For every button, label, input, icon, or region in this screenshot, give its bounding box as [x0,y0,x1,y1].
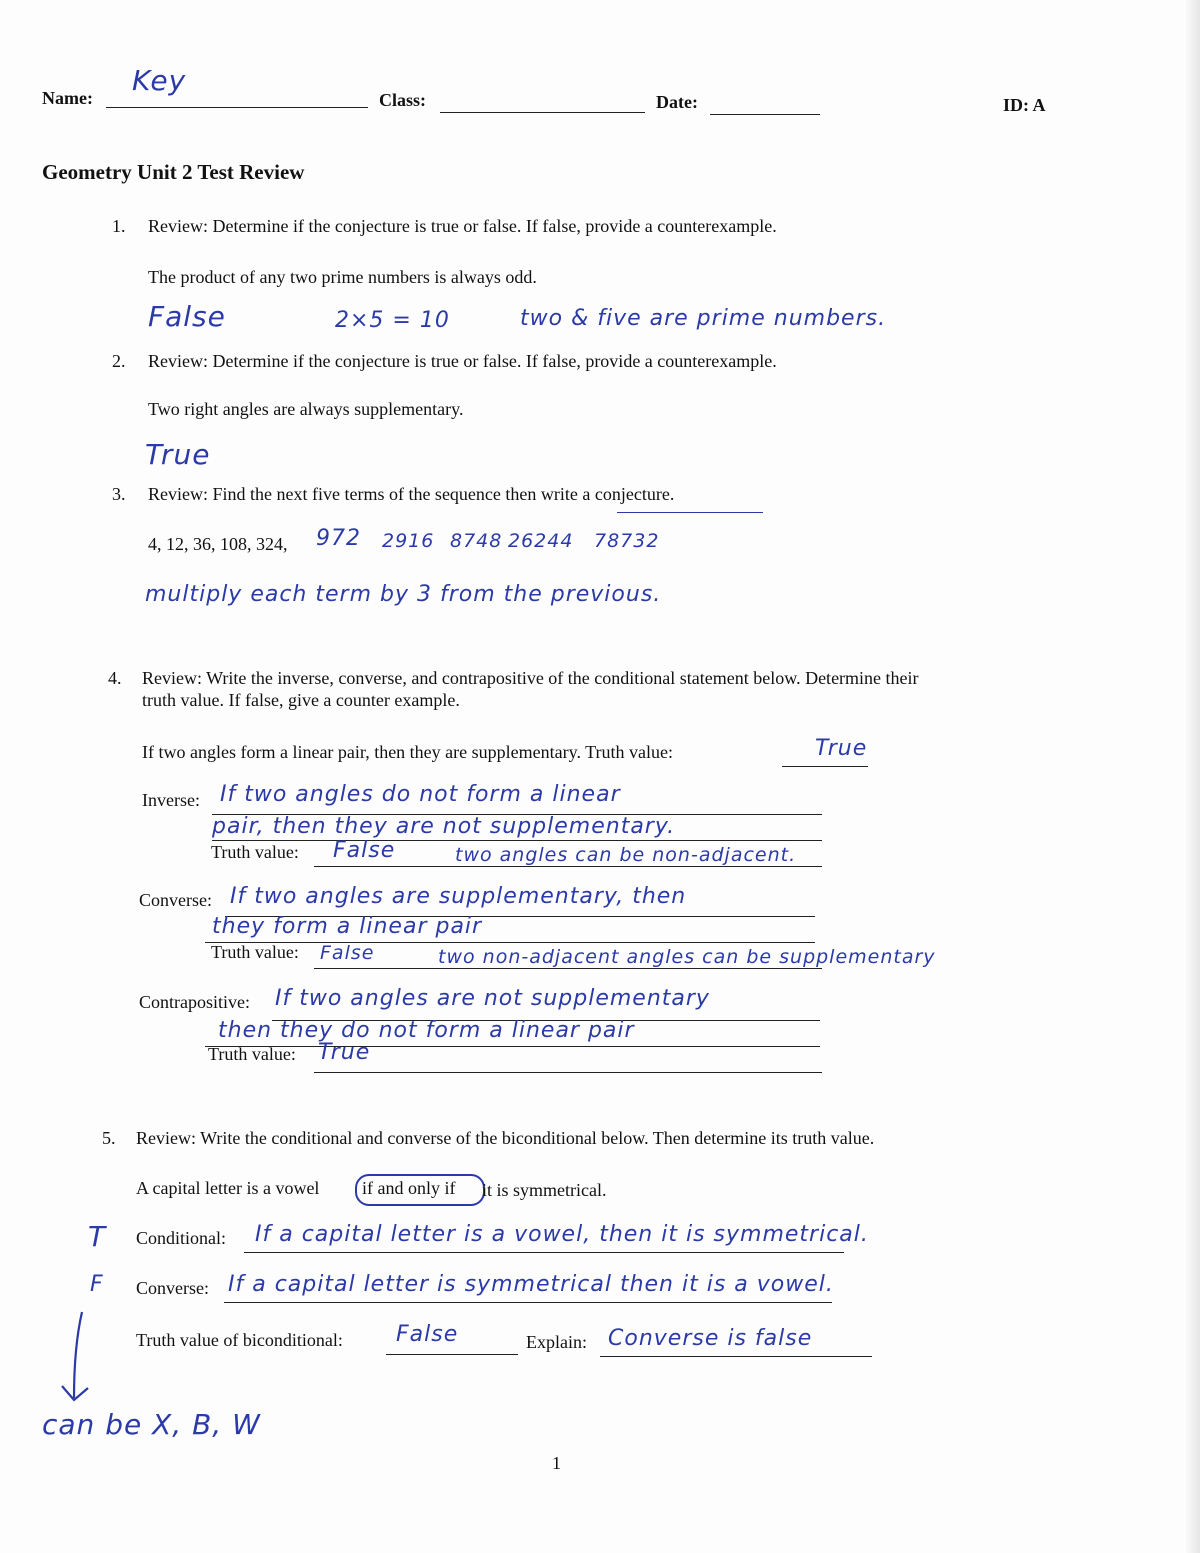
contrapositive-rule-3 [314,1072,822,1073]
q1-number: 1. [112,216,126,236]
date-line [710,114,820,115]
q5-statement-circled: if and only if [362,1178,456,1198]
conditional-rule [244,1252,844,1253]
q2-answer: True [145,438,211,471]
q3-conjecture: multiply each term by 3 from the previous. [145,582,662,607]
date-label: Date: [656,92,698,112]
inverse-rule-2 [212,840,822,841]
q5-prompt: Review: Write the conditional and converse of the biconditional below. Then determine its truth value. [136,1128,875,1148]
converse-reason: two non-adjacent angles can be supplementary [438,946,936,968]
converse-line2: they form a linear pair [212,914,483,939]
q5-converse-answer: If a capital letter is symmetrical then it is a vowel. [228,1272,834,1297]
inverse-line2: pair, then they are not supplementary. [212,814,676,839]
q4-statement: If two angles form a linear pair, then they are supplementary. Truth value: [142,742,673,762]
converse-line1: If two angles are supplementary, then [230,884,687,909]
margin-note: can be X, B, W [42,1408,261,1441]
q5-statement-post: it is symmetrical. [482,1180,607,1200]
conditional-mark: T [88,1220,107,1253]
conditional-answer: If a capital letter is a vowel, then it is symmetrical. [255,1222,869,1247]
q1-prompt: Review: Determine if the conjecture is true or false. If false, provide a counterexample. [148,216,777,236]
conditional-label: Conditional: [136,1228,226,1248]
q2-prompt: Review: Determine if the conjecture is true or false. If false, provide a counterexample. [148,351,777,371]
q3-number: 3. [112,484,126,504]
inverse-rule-3 [314,866,822,867]
class-line [440,112,645,113]
q2-number: 2. [112,351,126,371]
explain-label: Explain: [526,1332,587,1352]
inverse-tv-label: Truth value: [211,842,299,862]
contrapositive-line1: If two angles are not supplementary [275,986,710,1011]
biconditional-tv: False [396,1322,459,1347]
down-arrow-icon [52,1308,102,1408]
explain-answer: Converse is false [608,1326,813,1351]
q4-statement-truth: True [815,736,868,761]
biconditional-tv-label: Truth value of biconditional: [136,1330,343,1350]
q4-prompt-line1: Review: Write the inverse, converse, and contrapositive of the conditional statement below. Determine their [142,668,919,688]
q3-term-3: 8748 [450,530,503,552]
q1-note: two & five are prime numbers. [520,306,887,331]
q5-statement-pre: A capital letter is a vowel [136,1178,320,1198]
id-label: ID: A [1003,95,1046,115]
contrapositive-tv: True [318,1040,371,1065]
q1-work: 2×5 = 10 [335,308,450,333]
converse-tv: False [320,942,375,964]
q3-sequence: 4, 12, 36, 108, 324, [148,534,288,554]
q3-term-1: 972 [316,526,361,551]
converse-tv-label: Truth value: [211,942,299,962]
contrapositive-line2: then they do not form a linear pair [218,1018,635,1043]
q3-term-2: 2916 [382,530,435,552]
inverse-reason: two angles can be non-adjacent. [455,844,797,866]
contrapositive-label: Contrapositive: [139,992,250,1012]
inverse-line1: If two angles do not form a linear [220,782,621,807]
q3-prompt-underline [617,512,763,513]
name-line [106,107,368,108]
q4-number: 4. [108,668,122,688]
explain-rule [600,1356,872,1357]
converse-mark: F [90,1272,104,1297]
q5-number: 5. [102,1128,116,1148]
page-number: 1 [552,1453,561,1473]
converse-rule-3 [314,968,822,969]
name-value: Key [132,64,187,97]
q3-term-5: 78732 [594,530,660,552]
q4-statement-line [782,766,868,767]
page-title: Geometry Unit 2 Test Review [42,160,305,184]
q1-answer: False [148,300,226,333]
q1-statement: The product of any two prime numbers is always odd. [148,267,537,287]
q3-prompt: Review: Find the next five terms of the sequence then write a conjecture. [148,484,675,504]
name-label: Name: [42,88,93,108]
biconditional-tv-rule [386,1354,518,1355]
scan-edge [1186,0,1200,1553]
inverse-tv: False [333,838,396,863]
q4-prompt-line2: truth value. If false, give a counter example. [142,690,460,710]
q2-statement: Two right angles are always supplementary. [148,399,464,419]
converse-label: Converse: [139,890,212,910]
contrapositive-tv-label: Truth value: [208,1044,296,1064]
q5-converse-label: Converse: [136,1278,209,1298]
q3-term-4: 26244 [508,530,574,552]
contrapositive-rule-2 [205,1046,820,1047]
inverse-label: Inverse: [142,790,200,810]
q5-converse-rule [224,1302,832,1303]
class-label: Class: [379,90,427,110]
